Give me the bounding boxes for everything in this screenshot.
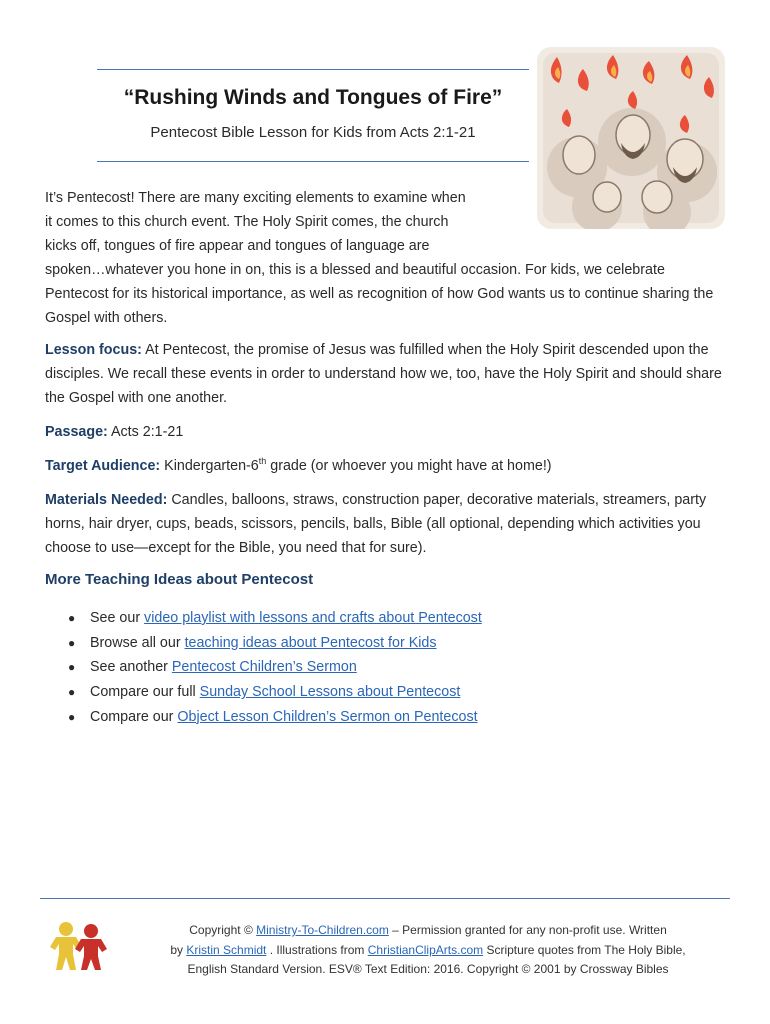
video-playlist-link[interactable]: video playlist with lessons and crafts about Pentecost <box>144 610 482 626</box>
list-item-prefix: See another <box>90 659 172 676</box>
target-audience-text-end: grade (or whoever you might have at home!) <box>266 458 552 474</box>
lesson-focus-label: Lesson focus: <box>45 342 142 358</box>
materials-needed <box>45 488 725 560</box>
passage-label: Passage: <box>45 424 108 440</box>
passage <box>45 420 725 444</box>
passage-text: Acts 2:1-21 <box>107 424 184 440</box>
intro-line: kicks off, tongues of fire appear and tongues of language are <box>45 238 430 254</box>
page-title: “Rushing Winds and Tongues of Fire” <box>123 86 503 109</box>
more-ideas-list <box>66 606 482 729</box>
lesson-focus-text: At Pentecost, the promise of Jesus was fulfilled when the Holy Spirit descended upon the disciples. We recall these events in order to understand how we, too, have the Holy Spirit and should share the Gospel with one another. <box>45 342 722 406</box>
list-item <box>66 606 482 631</box>
title-rule-top <box>97 69 529 70</box>
by-text: by <box>170 942 187 957</box>
title-rule-bottom <box>97 161 529 162</box>
bullet-icon: ● <box>68 709 76 724</box>
author-link[interactable]: Kristin Schmidt <box>186 942 267 957</box>
sunday-school-link[interactable]: Sunday School Lessons about Pentecost <box>199 684 461 701</box>
list-item <box>66 705 482 730</box>
bullet-icon: ● <box>68 660 76 675</box>
childrens-sermon-link[interactable]: Pentecost Children’s Sermon <box>171 659 357 676</box>
intro-paragraph <box>45 186 725 330</box>
intro-line: It’s Pentecost! There are many exciting elements to examine when <box>45 190 466 206</box>
lesson-focus <box>45 338 725 410</box>
footer-rule <box>40 898 730 899</box>
bullet-icon: ● <box>68 685 76 700</box>
list-item-prefix: Compare our full <box>90 684 200 701</box>
list-item-prefix: Compare our <box>90 708 178 725</box>
scripture-text: Scripture quotes from The Holy Bible, <box>483 942 686 957</box>
copyright-prefix: Copyright © <box>189 923 257 937</box>
esv-copyright-text: English Standard Version. ESV® Text Edition: 2016. Copyright © 2001 by Crossway Bibles <box>187 962 669 976</box>
target-audience <box>45 454 725 478</box>
bullet-icon: ● <box>68 611 76 625</box>
page-subtitle: Pentecost Bible Lesson for Kids from Acts 2:1-21 <box>150 124 476 141</box>
bullet-icon: ● <box>68 635 76 650</box>
target-audience-label: Target Audience: <box>45 458 161 474</box>
list-item-prefix: See our <box>90 610 145 626</box>
illustrations-text: . Illustrations from <box>266 942 368 957</box>
materials-text: Candles, balloons, straws, construction paper, decorative materials, streamers, party horns, hair dryer, cups, beads, scissors, pencils, balls, Bible (all optional, depending which activities you choose to use—except for the Bible, you need that for sure). <box>45 492 707 556</box>
intro-line: it comes to this church event. The Holy Spirit comes, the church <box>45 214 449 230</box>
materials-label: Materials Needed: <box>45 492 168 508</box>
list-item-prefix: Browse all our <box>90 634 185 651</box>
permission-text: – Permission granted for any non-profit use. Written <box>388 923 667 937</box>
object-lesson-link[interactable]: Object Lesson Children’s Sermon on Pentecost <box>177 708 478 725</box>
christian-clip-arts-link[interactable]: ChristianClipArts.com <box>367 942 484 957</box>
list-item <box>66 631 482 656</box>
more-ideas-heading: More Teaching Ideas about Pentecost <box>45 571 314 588</box>
intro-rest: spoken…whatever you hone in on, this is a blessed and beautiful occasion. For kids, we celebrate Pentecost for its historical importance, as well as recognition of how God wants us to continue sharing the Gospel with others. <box>45 262 714 326</box>
target-audience-text: Kindergarten-6 <box>160 458 259 474</box>
ordinal-suffix: th <box>258 456 267 467</box>
teaching-ideas-link[interactable]: teaching ideas about Pentecost for Kids <box>184 634 437 651</box>
list-item <box>66 680 482 705</box>
ministry-to-children-link[interactable]: Ministry-To-Children.com <box>256 923 389 937</box>
ministry-logo-icon <box>48 920 110 972</box>
list-item <box>66 655 482 680</box>
copyright-notice <box>118 921 738 980</box>
